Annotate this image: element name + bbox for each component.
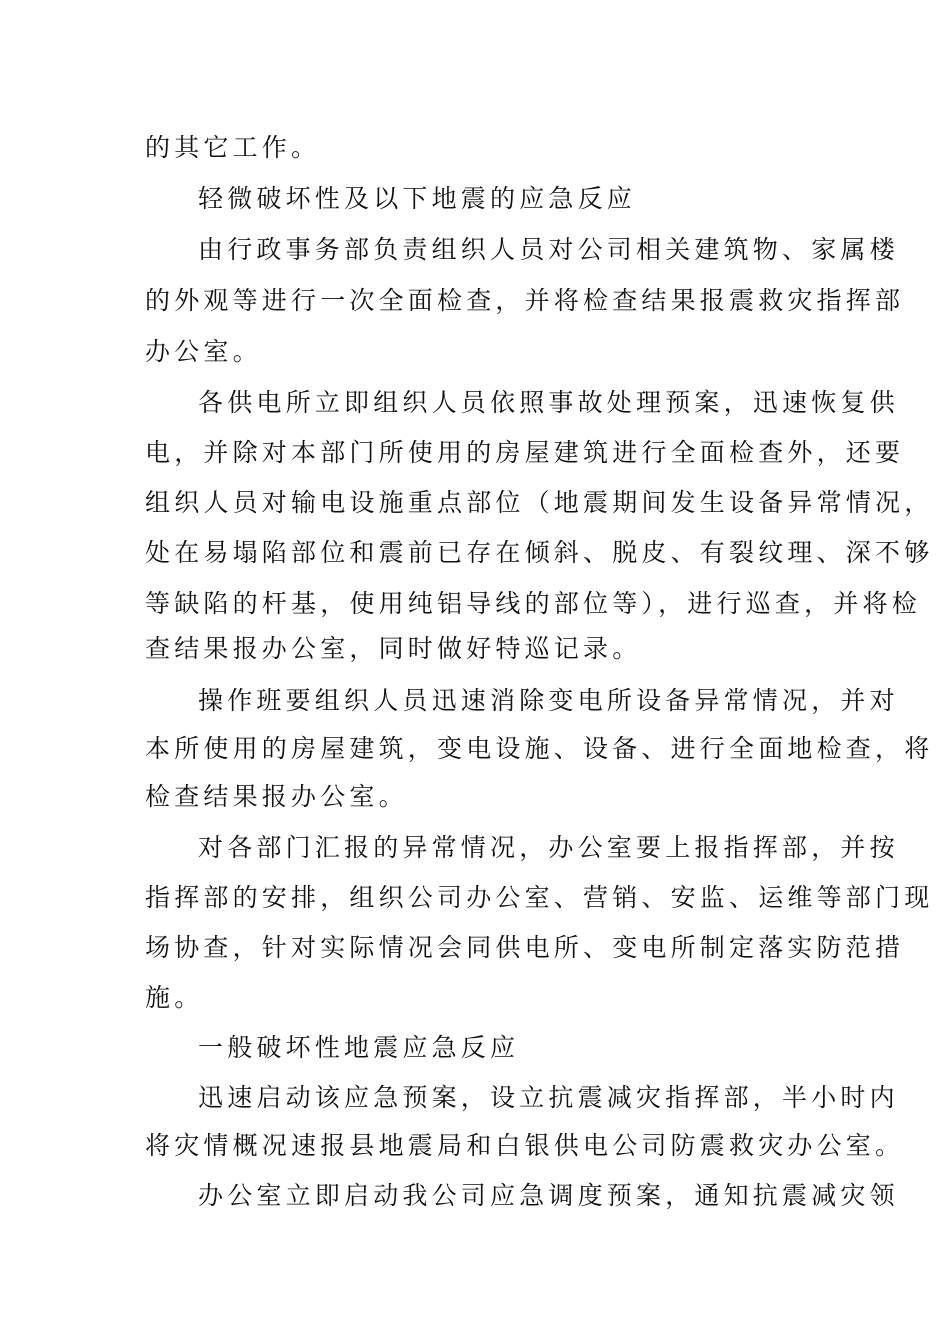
text-line: 处在易塌陷部位和震前已存在倾斜、脱皮、有裂纹理、深不够	[145, 538, 934, 567]
section-heading: 一般破坏性地震应急反应	[198, 1033, 520, 1062]
text-line: 将灾情概况速报县地震局和白银供电公司防震救灾办公室。	[145, 1131, 905, 1160]
text-line: 办公室立即启动我公司应急调度预案，通知抗震减灾领	[198, 1181, 899, 1210]
text-line: 迅速启动该应急预案，设立抗震减灾指挥部，半小时内	[198, 1083, 899, 1112]
text-line: 查结果报办公室，同时做好特巡记录。	[145, 634, 642, 663]
text-line: 对各部门汇报的异常情况，办公室要上报指挥部，并按	[198, 833, 899, 862]
text-line: 检查结果报办公室。	[145, 782, 408, 811]
text-line: 施。	[145, 983, 204, 1012]
text-line: 的外观等进行一次全面检查，并将检查结果报震救灾指挥部	[145, 286, 905, 315]
section-heading: 轻微破坏性及以下地震的应急反应	[198, 184, 637, 213]
text-line: 组织人员对输电设施重点部位（地震期间发生设备异常情况，	[145, 488, 934, 517]
text-line: 操作班要组织人员迅速消除变电所设备异常情况，并对	[198, 686, 899, 715]
text-line: 指挥部的安排，组织公司办公室、营销、安监、运维等部门现	[145, 883, 934, 912]
text-line: 本所使用的房屋建筑，变电设施、设备、进行全面地检查，将	[145, 734, 934, 763]
text-line: 电，并除对本部门所使用的房屋建筑进行全面检查外，还要	[145, 438, 905, 467]
text-line: 办公室。	[145, 337, 262, 366]
text-line: 各供电所立即组织人员依照事故处理预案，迅速恢复供	[198, 388, 899, 417]
text-line: 场协查，针对实际情况会同供电所、变电所制定落实防范措	[145, 933, 905, 962]
text-line: 的其它工作。	[145, 133, 321, 162]
text-line: 等缺陷的杆基，使用纯铝导线的部位等），进行巡查，并将检	[145, 589, 921, 618]
text-line: 由行政事务部负责组织人员对公司相关建筑物、家属楼	[198, 235, 899, 264]
